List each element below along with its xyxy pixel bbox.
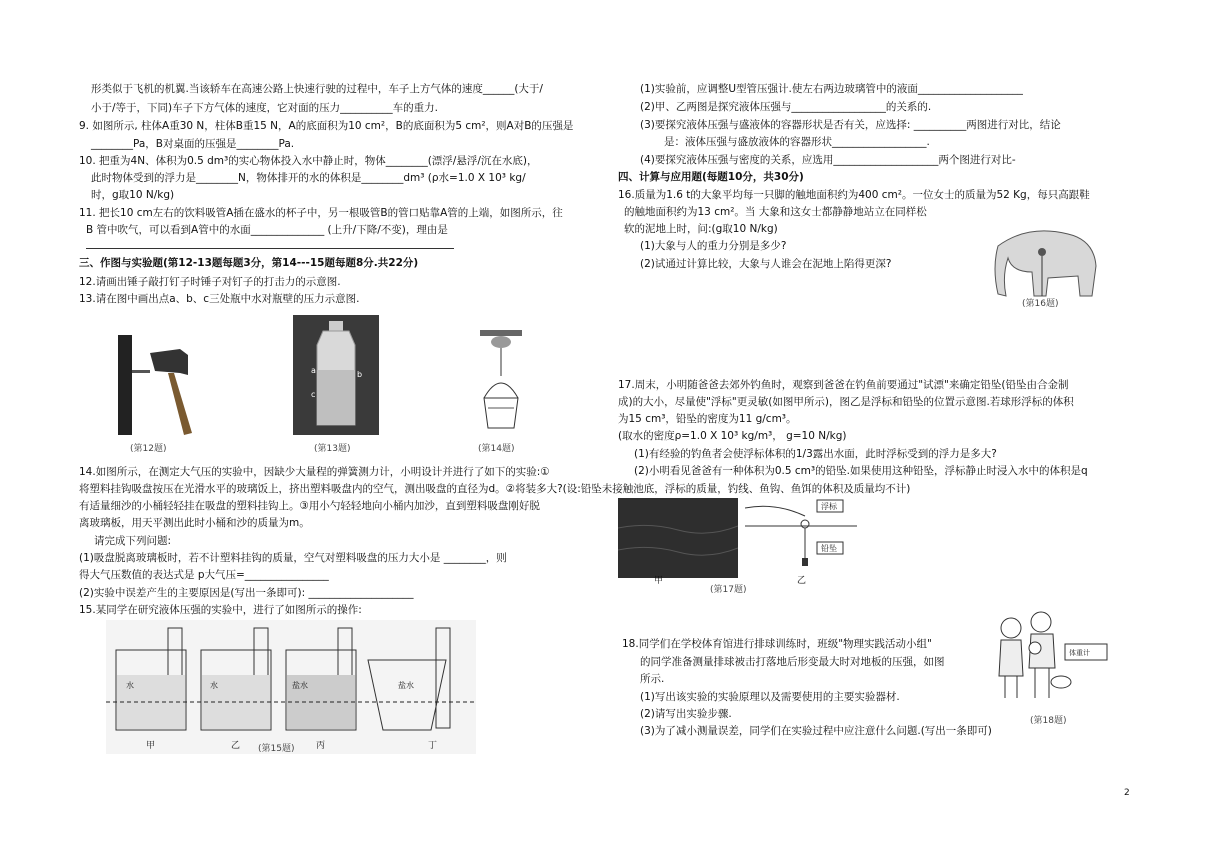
q15-sub3-line2: 是：液体压强与盛放液体的容器形状__________________.	[664, 136, 930, 148]
fig16-caption: (第16题)	[1022, 299, 1059, 309]
q17-sub1: (1)有经验的钓鱼者会使浮标体积的1/3露出水面，此时浮标受到的浮力是多大?	[634, 448, 997, 460]
q17-line3: 为15 cm³，铅坠的密度为11 g/cm³。	[618, 413, 797, 425]
q8-line1: 形类似于飞机的机翼.当该轿车在高速公路上快速行驶的过程中，车子上方气体的速度______(大于/	[91, 83, 543, 95]
fig17-float-label: 浮标	[821, 502, 837, 511]
q14-line1: 14.如图所示，在测定大气压的实验中，因缺少大量程的弹簧测力计，小明设计并进行了如下的实验:①	[79, 466, 550, 478]
q14-sub2: (2)实验中误差产生的主要原因是(写出一条即可): ____________________	[79, 587, 414, 599]
q15-sub2: (2)甲、乙两图是探究液体压强与__________________的关系的.	[640, 101, 932, 113]
fig17-water-photo	[618, 498, 738, 578]
fig15-salt-label-1: 盐水	[292, 681, 308, 690]
fig15-label-bing: 丙	[316, 741, 326, 751]
fig15-water-label-1: 水	[126, 681, 134, 690]
fig15-water-label-2: 水	[210, 681, 218, 690]
q18-sub3: (3)为了减小测量误差，同学们在实验过程中应注意什么问题.(写出一条即可)	[640, 725, 992, 737]
fig14-caption: (第14题)	[478, 444, 515, 454]
fig18-scale-label: 体重计	[1069, 649, 1090, 657]
q14-sub1: (1)吸盘脱离玻璃板时，若不计塑料挂钩的质量，空气对塑料吸盘的压力大小是 ________，则	[79, 552, 507, 564]
q16-sub1: (1)大象与人的重力分别是多少?	[640, 240, 787, 252]
q18-sub2: (2)请写出实验步骤.	[640, 708, 732, 720]
section4-heading: 四、计算与应用题(每题10分，共30分)	[618, 171, 804, 183]
q14-sub1-formula: 得大气压数值的表达式是 p大气压=________________	[79, 569, 329, 581]
q11-line1: 11. 把长10 cm左右的饮料吸管A插在盛水的杯子中，另一根吸管B的管口贴靠A管的上端，如图所示，往	[79, 207, 563, 219]
fig16-elephant-image	[968, 216, 1112, 308]
q9-line1: 9. 如图所示, 柱体A重30 N，柱体B重15 N，A的底面积为10 cm²，B的底面积为5 cm²，则A对B的压强是	[79, 120, 574, 132]
q10-line1: 10. 把重为4N、体积为0.5 dm³的实心物体投入水中静止时，物体________(漂浮/悬浮/沉在水底)，	[79, 155, 538, 167]
q14-line4: 离玻璃板，用天平测出此时小桶和沙的质量为m。	[79, 517, 310, 529]
fig17-sinker-label: 铅坠	[821, 544, 837, 553]
q16-line1: 16.质量为1.6 t的大象平均每一只脚的触地面积约为400 cm²。一位女士的质量为52 Kg，每只高跟鞋	[618, 189, 1090, 201]
q18-line3: 所示.	[640, 673, 665, 685]
q17-sub2: (2)小明看见爸爸有一种体积为0.5 cm³的铅坠.如果使用这种铅坠，浮标静止时浸入水中的体积是q	[634, 465, 1088, 477]
q15-sub3-line1: (3)要探究液体压强与盛液体的容器形状是否有关，应选择: __________两图进行对比，结论	[640, 119, 1061, 131]
fig12-caption: (第12题)	[130, 444, 167, 454]
q8-line2: 小于/等于，下同)车子下方气体的速度，它对面的压力__________车的重力.	[91, 102, 438, 114]
fig12-hammer-image	[110, 325, 210, 440]
fig17-float-diagram	[745, 496, 857, 580]
fig18-caption: (第18题)	[1030, 716, 1067, 726]
fig13-label-a: a	[311, 366, 316, 375]
fig17-label-jia: 甲	[654, 576, 664, 586]
q17-line4: (取水的密度ρ=1.0 X 10³ kg/m³， g=10 N/kg)	[618, 430, 847, 442]
fig17-label-yi: 乙	[797, 576, 807, 586]
fig15-label-yi: 乙	[231, 741, 241, 751]
q18-line2: 的同学准备测量排球被击打落地后形变最大时对地板的压强，如图	[640, 656, 945, 668]
q13-text: 13.请在图中画出点a、b、c三处瓶中水对瓶壁的压力示意图.	[79, 293, 360, 305]
q18-line1: 18.同学们在学校体育馆进行排球训练时，班级"物理实践活动小组"	[622, 638, 932, 650]
q14-line3: 有适量细沙的小桶轻轻挂在吸盘的塑料挂钩上。③用小勺轻轻地向小桶内加沙，直到塑料吸盘刚好脱	[79, 500, 540, 512]
fig13-label-b: b	[357, 370, 363, 379]
fig18-students-image	[995, 606, 1113, 718]
q18-sub1: (1)写出该实验的实验原理以及需要使用的主要实验器材.	[640, 691, 900, 703]
q16-sub2: (2)试通过计算比较，大象与人谁会在泥地上陷得更深?	[640, 258, 892, 270]
q16-line2: 的触地面积约为13 cm²。当 大象和这女士都静静地站立在同样松	[624, 206, 927, 218]
fig13-bottle-image	[293, 315, 379, 435]
fig14-suction-cup-image	[470, 328, 530, 440]
fig15-caption: (第15题)	[258, 744, 295, 754]
fig17-caption: (第17题)	[710, 585, 747, 595]
q17-line2: 成)的大小，尽量使"浮标"更灵敏(如图甲所示)，图乙是浮标和铅坠的位置示意图.若球形浮标的体积	[618, 396, 1074, 408]
q10-line3: 时，g取10 N/kg)	[91, 189, 175, 201]
q10-line2: 此时物体受到的浮力是________N，物体排开的水的体积是________dm³ (ρ水=1.0 X 10³ kg/	[91, 172, 526, 184]
fig15-label-jia: 甲	[146, 741, 156, 751]
fig15-salt-label-2: 盐水	[398, 681, 414, 690]
q15-sub4: (4)要探究液体压强与密度的关系，应选用____________________两个图进行对比-	[640, 154, 1016, 166]
fig15-pressure-experiment-image	[106, 620, 476, 754]
section3-heading: 三、作图与实验题(第12-13题每题3分，第14---15题每题8分.共22分)	[79, 257, 419, 269]
q17-line1: 17.周末，小明随爸爸去郊外钓鱼时，观察到爸爸在钓鱼前要通过"试漂"来确定铅坠(铅坠由合金制	[618, 379, 1069, 391]
q15-text: 15.某同学在研究液体压强的实验中，进行了如图所示的操作:	[79, 604, 362, 616]
fig13-caption: (第13题)	[314, 444, 351, 454]
q16-line3: 软的泥地上时，问:(g取10 N/kg)	[624, 223, 778, 235]
q14-line2: 将塑料挂钩吸盘按压在光滑水平的玻璃饭上，挤出塑料吸盘内的空气，测出吸盘的直径为d。②将装多大?(设:铅坠未接触池底，浮标的质量，钓线、鱼钩、鱼饵的体积及质量均不计)	[79, 483, 911, 495]
q12-text: 12.请画出锤子敲打钉子时锤子对钉子的打击力的示意图.	[79, 276, 341, 288]
q14-prompt: 请完成下列问题:	[94, 535, 172, 547]
q9-line2: ________Pa，B对桌面的压强是________Pa.	[91, 138, 295, 150]
q15-sub1: (1)实验前，应调整U型管压强计.使左右两边玻璃管中的液面____________________	[640, 83, 1023, 95]
page-number: 2	[1124, 788, 1130, 798]
fig15-label-ding: 丁	[428, 741, 438, 751]
q11-line2: B 管中吹气，可以看到A管中的水面______________ (上升/下降/不变)，理由是	[86, 224, 448, 236]
answer-line	[86, 248, 454, 249]
fig13-label-c: c	[311, 390, 316, 399]
